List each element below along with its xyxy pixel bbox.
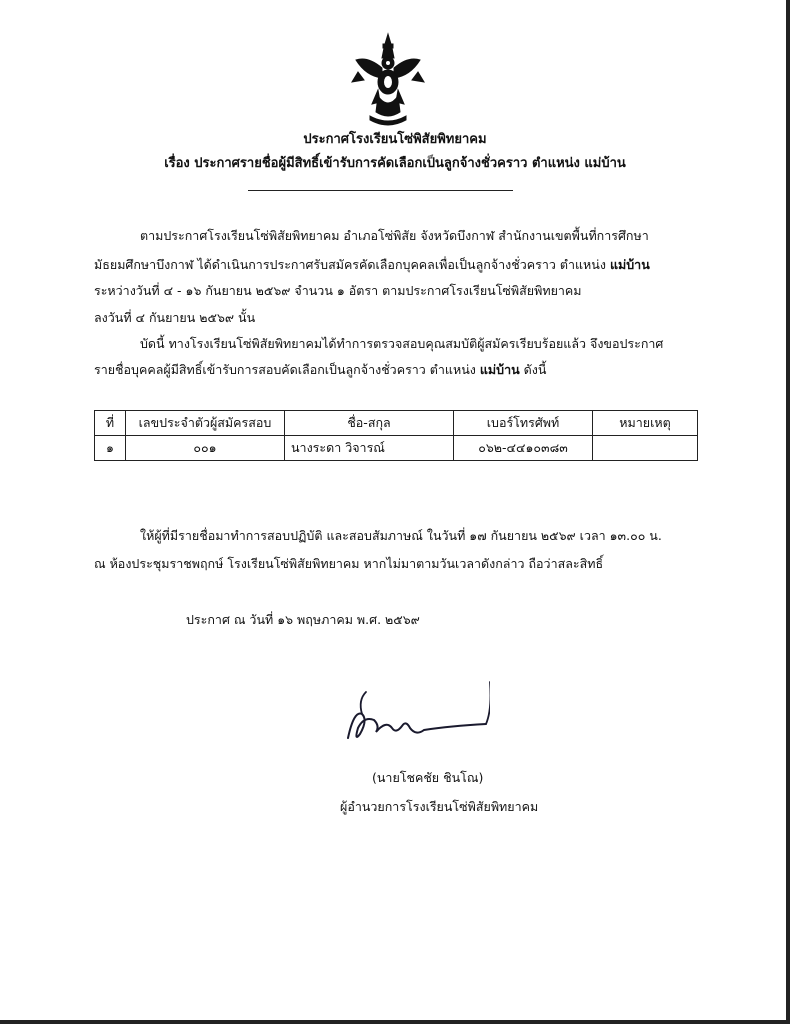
announcement-date: ประกาศ ณ วันที่ ๑๖ พฤษภาคม พ.ศ. ๒๕๖๙ xyxy=(186,612,420,627)
paragraph3-line1: ให้ผู้ที่มีรายชื่อมาทำการสอบปฏิบัติ และสอบสัมภาษณ์ ในวันที่ ๑๗ กันยายน ๒๕๖๙ เวลา ๑๓.๐๐ น. xyxy=(140,528,662,543)
table-header-cell: ชื่อ-สกุล xyxy=(285,411,454,436)
signatory-position: ผู้อำนวยการโรงเรียนโซ่พิสัยพิทยาคม xyxy=(340,799,539,814)
table-cell: ๐๖๒-๔๔๑๐๓๘๓ xyxy=(454,436,593,461)
paragraph1-line1: ตามประกาศโรงเรียนโซ่พิสัยพิทยาคม อำเภอโซ่พิสัย จังหวัดบึงกาฬ สำนักงานเขตพื้นที่การศึกษา xyxy=(140,228,649,243)
table-row xyxy=(95,436,698,461)
document-title: ประกาศโรงเรียนโซ่พิสัยพิทยาคม xyxy=(303,132,487,147)
paragraph2-line2-end: ดังนี้ xyxy=(523,362,547,377)
paragraph2-line2-text: รายชื่อบุคคลผู้มีสิทธิ์เข้ารับการสอบคัดเลือกเป็นลูกจ้างชั่วคราว ตำแหน่ง xyxy=(94,362,476,377)
paragraph2-line1: บัดนี้ ทางโรงเรียนโซ่พิสัยพิทยาคมได้ทำการตรวจสอบคุณสมบัติผู้สมัครเรียบร้อยแล้ว จึงขอประกาศ xyxy=(140,336,664,351)
table-cell xyxy=(593,436,698,461)
paragraph1-line4: ลงวันที่ ๔ กันยายน ๒๕๖๙ นั้น xyxy=(94,310,256,325)
table-header-row xyxy=(95,411,698,436)
garuda-emblem-icon xyxy=(348,30,428,130)
table-header-cell: เบอร์โทรศัพท์ xyxy=(454,411,593,436)
table-header-cell: หมายเหตุ xyxy=(593,411,698,436)
table-cell: นางระดา วิจารณ์ xyxy=(285,436,454,461)
paragraph1-line2 xyxy=(94,257,650,272)
signatory-name: (นายโชคชัย ชินโณ) xyxy=(372,770,484,785)
handwritten-signature xyxy=(340,680,490,750)
paragraph1-line2-text: มัธยมศึกษาบึงกาฬ ได้ดำเนินการประกาศรับสมัครคัดเลือกบุคคลเพื่อเป็นลูกจ้างชั่วคราว ตำแหน่ง xyxy=(94,257,606,272)
paragraph3-line2: ณ ห้องประชุมราชพฤกษ์ โรงเรียนโซ่พิสัยพิทยาคม หากไม่มาตามวันเวลาดังกล่าว ถือว่าสละสิทธิ์ xyxy=(94,556,604,571)
title-divider xyxy=(248,190,513,191)
table-header-cell: เลขประจำตัวผู้สมัครสอบ xyxy=(126,411,285,436)
paragraph1-line3: ระหว่างวันที่ ๔ - ๑๖ กันยายน ๒๕๖๙ จำนวน ๑ อัตรา ตามประกาศโรงเรียนโซ่พิสัยพิทยาคม xyxy=(94,283,582,298)
table-cell: ๑ xyxy=(95,436,126,461)
applicant-table xyxy=(94,410,698,461)
document-subject: เรื่อง ประกาศรายชื่อผู้มีสิทธิ์เข้ารับการคัดเลือกเป็นลูกจ้างชั่วคราว ตำแหน่ง แม่บ้าน xyxy=(164,156,626,171)
paragraph2-line2 xyxy=(94,362,546,377)
position-highlight: แม่บ้าน xyxy=(479,362,520,377)
table-header-cell: ที่ xyxy=(95,411,126,436)
position-highlight: แม่บ้าน xyxy=(609,257,650,272)
table-cell: ๐๐๑ xyxy=(126,436,285,461)
